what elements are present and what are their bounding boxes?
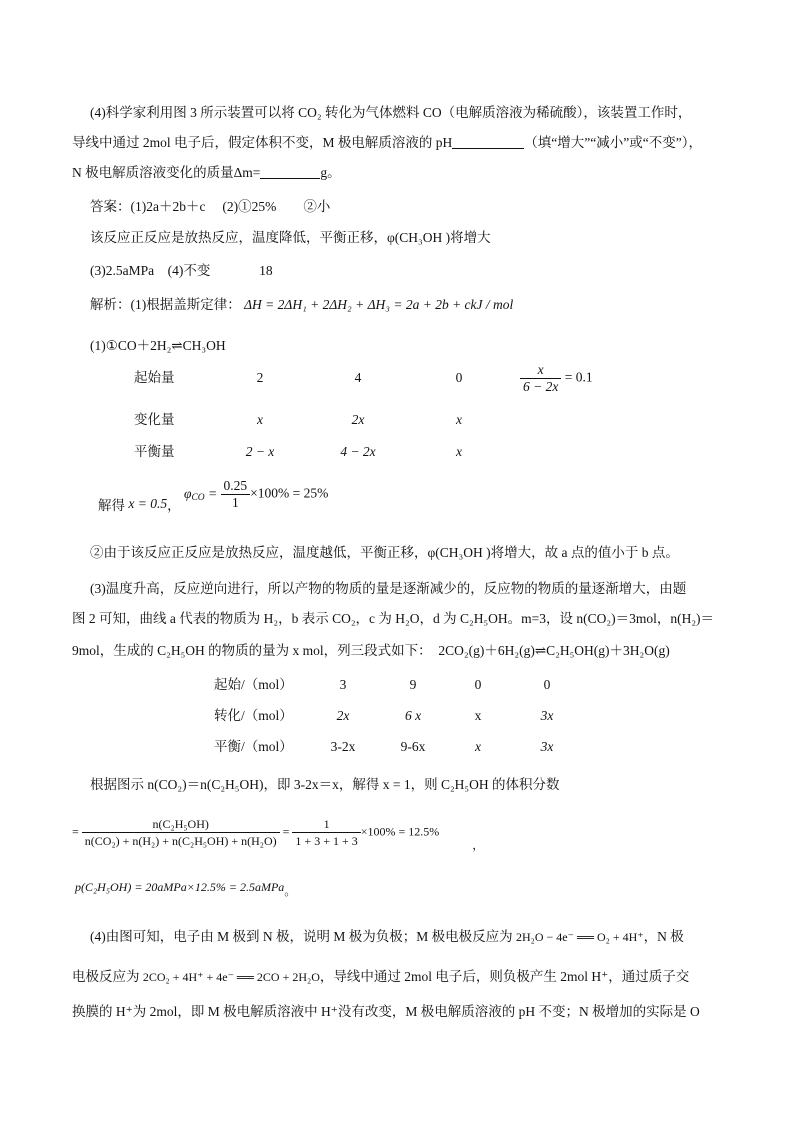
table1-row-label: 起始量: [134, 370, 175, 385]
vf-denominator-2: 1 + 3 + 1 + 3: [292, 832, 360, 849]
table1-row-label: 平衡量: [134, 444, 175, 459]
ratio-denominator: 6 − 2x: [520, 378, 561, 395]
question-4-line-2: [72, 134, 702, 152]
question-4-line-3-unit: g。: [320, 165, 341, 180]
analysis-intro: 解析：(1)根据盖斯定律：: [90, 297, 241, 312]
vf-numerator-2: 1: [323, 817, 330, 831]
table2-row-label: 平衡/（mol）: [214, 739, 293, 754]
table1-cell: 4: [354, 370, 362, 385]
table1-ratio-equation: [520, 362, 593, 395]
answer-mass-value: 18: [259, 263, 273, 278]
table2-cell: x: [474, 708, 482, 723]
table2-cell: x: [475, 739, 481, 754]
solve-line: [98, 478, 328, 511]
phi-co-result: ×100% = 25%: [250, 485, 329, 501]
table2-cell: 6 x: [404, 708, 422, 723]
analysis-4-text-2b: ，导线中通过 2mol 电子后，则负极产生 2mol H⁺，通过质子交: [319, 969, 690, 984]
solve-comma: ，: [167, 497, 181, 513]
vf-equals: =: [72, 824, 79, 839]
table2-cell: 0: [474, 677, 482, 692]
table1-cell: 4 − 2x: [340, 444, 376, 459]
phi-co-denominator: 1: [221, 494, 251, 511]
analysis-3-line-4: 根据图示 n(CO₂)＝n(C₂H₅OH)，即 3-2x＝x，解得 x = 1，则 C₂H₅OH 的体积分数: [90, 777, 560, 792]
question-4-line-3-text: N 极电解质溶液变化的质量Δm=: [72, 165, 261, 180]
table2-row-label: 起始/（mol）: [214, 677, 293, 692]
analysis-4-line-2: [72, 968, 689, 986]
analysis-3-line-1: (3)温度升高，反应逆向进行，所以产物的物质的量是逐渐减少的，反应物的物质的量逐渐增大，由题: [90, 581, 687, 596]
table2-cell: 3x: [540, 739, 554, 754]
question-4-line-3: [72, 164, 341, 182]
table2-cell: 9-6x: [400, 739, 426, 754]
phi-co-symbol: $\varphi_{CO}$ =: [183, 485, 218, 503]
table1-cell: x: [456, 412, 462, 427]
table1-cell: 0: [455, 370, 463, 385]
analysis-4-line-3: 换膜的 H⁺为 2mol，即 M 极电解质溶液中 H⁺没有改变，M 极电解质溶液的 pH 不变；N 极增加的实际是 O: [72, 1004, 700, 1019]
vf-fraction-1: [82, 816, 280, 849]
phi-co-fraction: [221, 478, 251, 511]
solve-x-value: x = 0.5: [128, 495, 168, 511]
n-electrode-equation: 2CO₂ + 4H⁺ + 4e⁻ ══ 2CO + 2H₂O: [142, 970, 320, 984]
table1-cell: x: [257, 412, 263, 427]
vf-denominator: n(CO₂) + n(H₂) + n(C₂H₅OH) + n(H₂O): [82, 832, 280, 849]
answer-line-1: 答案：(1)2a＋2b＋c (2)①25% ②小: [90, 199, 331, 214]
table2-row-label: 转化/（mol）: [214, 708, 293, 723]
question-4-line-1: (4)科学家利用图 3 所示装置可以将 CO₂ 转化为气体燃料 CO（电解质溶液为稀硫酸），该装置工作时，: [90, 105, 692, 120]
analysis-4-text-1: (4)由图可知，电子由 M 极到 N 极，说明 M 极为负极；M 极电极反应为: [90, 929, 513, 944]
hess-law-equation: ΔH = 2ΔH₁ + 2ΔH₂ + ΔH₃ = 2a + 2b + ckJ / mol: [244, 297, 514, 312]
ratio-rhs: = 0.1: [564, 369, 593, 385]
question-4-line-2-text: 导线中通过 2mol 电子后，假定体积不变，M 极电解质溶液的 pH: [72, 135, 453, 150]
table2-cell: 3: [339, 677, 347, 692]
table2-cell: 3-2x: [330, 739, 356, 754]
analysis-3-line-2: 图 2 可知，曲线 a 代表的物质为 H₂，b 表示 CO₂，c 为 H₂O，d 为 C₂H₅OH。m=3，设 n(CO₂)＝3mol，n(H₂)＝: [72, 611, 715, 626]
partial-pressure-end: 。: [284, 884, 297, 898]
question-4-line-2-hint: （填“增大”“减小”或“不变”），: [524, 135, 702, 150]
analysis-4-text-2: 电极反应为: [72, 969, 140, 984]
table1-cell: 2x: [351, 412, 365, 427]
analysis-reaction-1: (1)①CO＋2H₂⇌CH₃OH: [90, 338, 226, 353]
solve-label: 解得: [98, 497, 125, 513]
vf-numerator: n(C₂H₅OH): [152, 817, 209, 831]
table1-cell: 2: [256, 370, 264, 385]
table1-cell: x: [456, 444, 462, 459]
analysis-4-line-1: [90, 928, 684, 946]
analysis-3-line-3: 9mol，生成的 C₂H₅OH 的物质的量为 x mol，列三段式如下： 2CO₂(g)＋6H₂(g)⇌C₂H₅OH(g)＋3H₂O(g): [72, 643, 670, 658]
vf-fraction-2: [292, 816, 360, 849]
vf-result: ×100% = 12.5%: [360, 824, 440, 839]
analysis-4-text-1b: ，N 极: [643, 929, 684, 944]
m-electrode-equation: 2H₂O − 4e⁻ ══ O₂ + 4H⁺: [516, 930, 644, 944]
answer-blank-ph: [452, 135, 524, 149]
answer-blank-mass: [260, 165, 320, 179]
phi-co-numerator: 0.25: [223, 478, 248, 493]
vf-comma: ，: [472, 838, 485, 853]
answer-line-2: 该反应正反应是放热反应，温度降低，平衡正移，φ(CH₃OH )将增大: [90, 230, 491, 245]
analysis-line-1: [90, 296, 513, 314]
table1-cell: 2 − x: [245, 444, 275, 459]
volume-fraction-equation: [72, 816, 485, 853]
table2-cell: 9: [409, 677, 417, 692]
table2-cell: 2x: [336, 708, 350, 723]
table2-cell: 0: [543, 677, 551, 692]
analysis-part-2: ②由于该反应正反应是放热反应，温度越低，平衡正移，φ(CH₃OH )将增大，故 a 点的值小于 b 点。: [90, 545, 679, 560]
answer-part-3-4: (3)2.5aMPa (4)不变: [90, 263, 211, 278]
answer-line-3: [90, 262, 273, 280]
table1-row-label: 变化量: [134, 412, 175, 427]
partial-pressure-text: p(C₂H₅OH) = 20aMPa×12.5% = 2.5aMPa: [75, 880, 285, 894]
partial-pressure-equation: [75, 878, 296, 896]
table2-cell: 3x: [540, 708, 554, 723]
vf-equals-2: =: [282, 824, 290, 839]
ratio-numerator: x: [537, 362, 544, 377]
